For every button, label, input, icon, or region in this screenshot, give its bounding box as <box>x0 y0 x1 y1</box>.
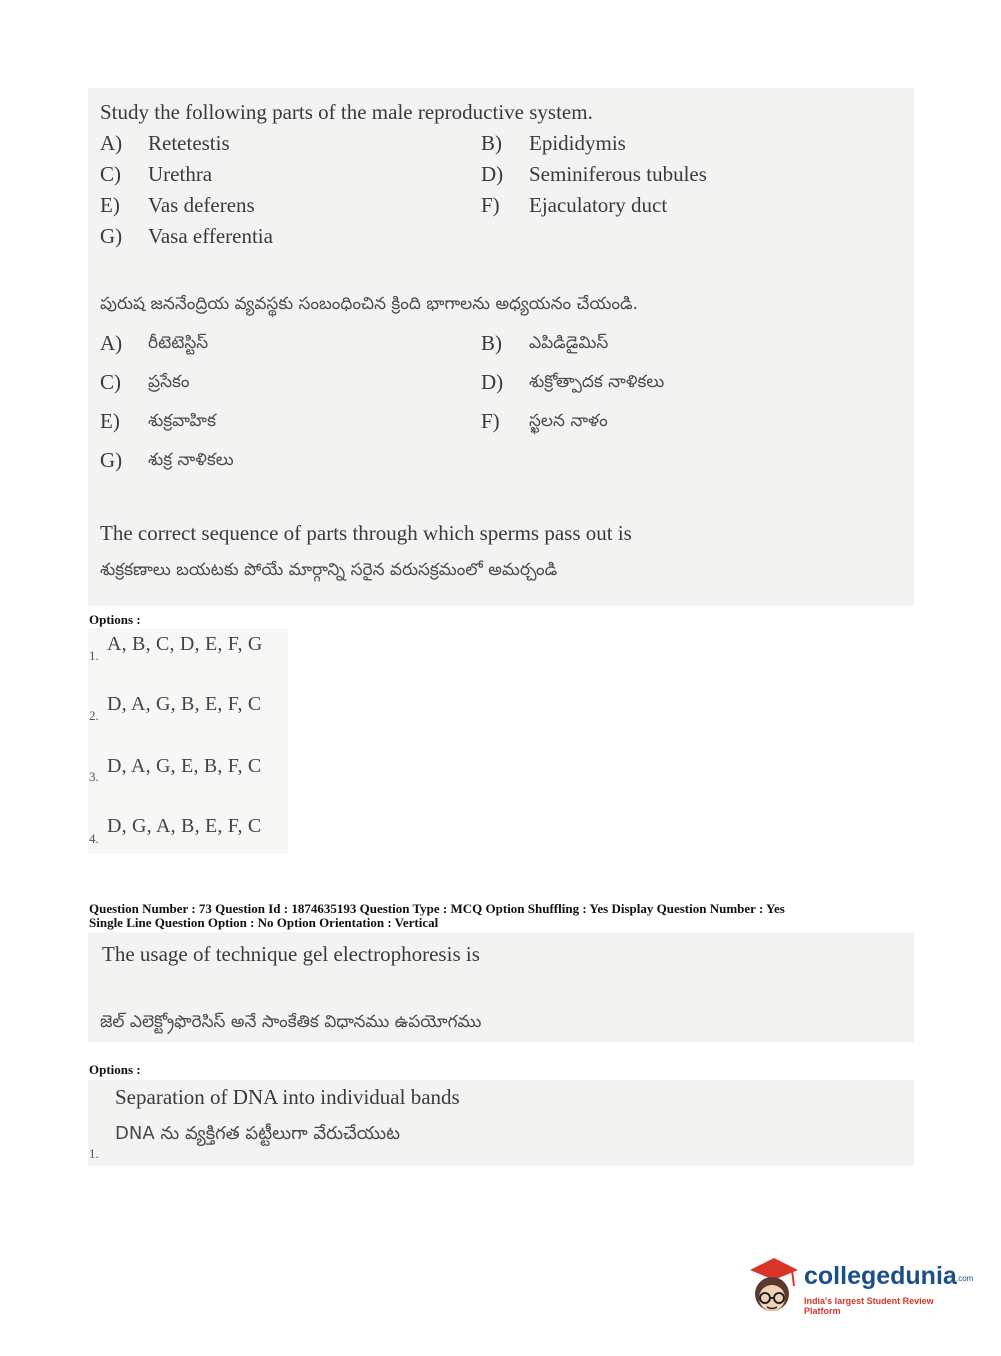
q72-stem-telugu: పురుష జననేంద్రియ వ్యవస్థకు సంబంధించిన క్రింది భాగాలను అధ్యయనం చేయండి. <box>100 294 638 314</box>
part-letter: F) <box>481 193 500 217</box>
part-text: Ejaculatory duct <box>529 193 668 217</box>
option-1-text[interactable]: A, B, C, D, E, F, G <box>107 633 263 655</box>
part-text-te: శుక్రవాహిక <box>148 411 216 431</box>
q73-option-1-english[interactable]: Separation of DNA into individual bands <box>115 1085 460 1109</box>
part-text-te: స్ఖలన నాళం <box>529 411 608 431</box>
option-number: 2. <box>89 708 99 723</box>
part-text: Retetestis <box>148 131 230 155</box>
q73-options-label: Options : <box>89 1062 141 1077</box>
part-letter-te: B) <box>481 331 502 355</box>
q72-sequence-telugu: శుక్రకణాలు బయటకు పోయే మార్గాన్ని సరైన వరుసక్రమంలో అమర్చండి <box>100 560 558 580</box>
part-text: Vas deferens <box>148 193 255 217</box>
q73-stem-english: The usage of technique gel electrophoresis is <box>102 942 480 966</box>
part-text-te: శుక్రోత్పాదక నాళికలు <box>529 372 665 392</box>
part-letter-te: G) <box>100 448 123 472</box>
part-text: Epididymis <box>529 131 626 155</box>
part-letter-te: A) <box>100 331 123 355</box>
brand-tagline: India's largest Student Review Platform <box>804 1296 934 1316</box>
part-letter-te: F) <box>481 409 500 433</box>
part-letter: B) <box>481 131 502 155</box>
brand-name: collegedunia <box>804 1262 957 1290</box>
q73-option-1-telugu[interactable]: DNA ను వ్యక్తిగత పట్టీలుగా వేరుచేయుట <box>115 1123 401 1144</box>
options-label: Options : <box>89 612 141 627</box>
collegedunia-logo <box>742 1252 972 1318</box>
q73-metadata-line1: Question Number : 73 Question Id : 1874635193 Question Type : MCQ Option Shuffling : Yes Display Question Number : Yes <box>89 901 785 916</box>
q73-metadata-line2: Single Line Question Option : No Option Orientation : Vertical <box>89 915 439 930</box>
q72-sequence-english: The correct sequence of parts through which sperms pass out is <box>100 521 632 545</box>
part-text: Seminiferous tubules <box>529 162 707 186</box>
mascot-icon <box>742 1252 802 1318</box>
part-letter-te: D) <box>481 370 504 394</box>
part-text-te: ఎపిడిడైమిస్ <box>529 333 609 353</box>
part-letter: E) <box>100 193 120 217</box>
part-text-te: ప్రసేకం <box>148 372 190 392</box>
part-letter: A) <box>100 131 123 155</box>
part-text-te: శుక్ర నాళికలు <box>148 450 234 470</box>
option-3-text[interactable]: D, A, G, E, B, F, C <box>107 755 262 777</box>
option-number: 4. <box>89 831 99 846</box>
part-text: Urethra <box>148 162 213 186</box>
option-2-text[interactable]: D, A, G, B, E, F, C <box>107 693 262 715</box>
option-number: 1. <box>89 648 99 663</box>
brand-suffix: .com <box>956 1274 974 1283</box>
option-4-text[interactable]: D, G, A, B, E, F, C <box>107 815 262 837</box>
q73-stem-telugu: జెల్ ఎలెక్ట్రోఫొరెసిస్ అనే సాంకేతిక విధానము ఉపయోగము <box>100 1012 482 1032</box>
part-letter: D) <box>481 162 504 186</box>
q73-option-number: 1. <box>89 1146 99 1161</box>
q72-stem-english: Study the following parts of the male reproductive system. <box>100 100 593 124</box>
option-number: 3. <box>89 769 99 784</box>
part-letter: C) <box>100 162 121 186</box>
part-letter: G) <box>100 224 123 248</box>
part-letter-te: C) <box>100 370 121 394</box>
part-letter-te: E) <box>100 409 120 433</box>
part-text-te: రీటెటెస్టిస్ <box>148 333 209 353</box>
part-text: Vasa efferentia <box>148 224 273 248</box>
